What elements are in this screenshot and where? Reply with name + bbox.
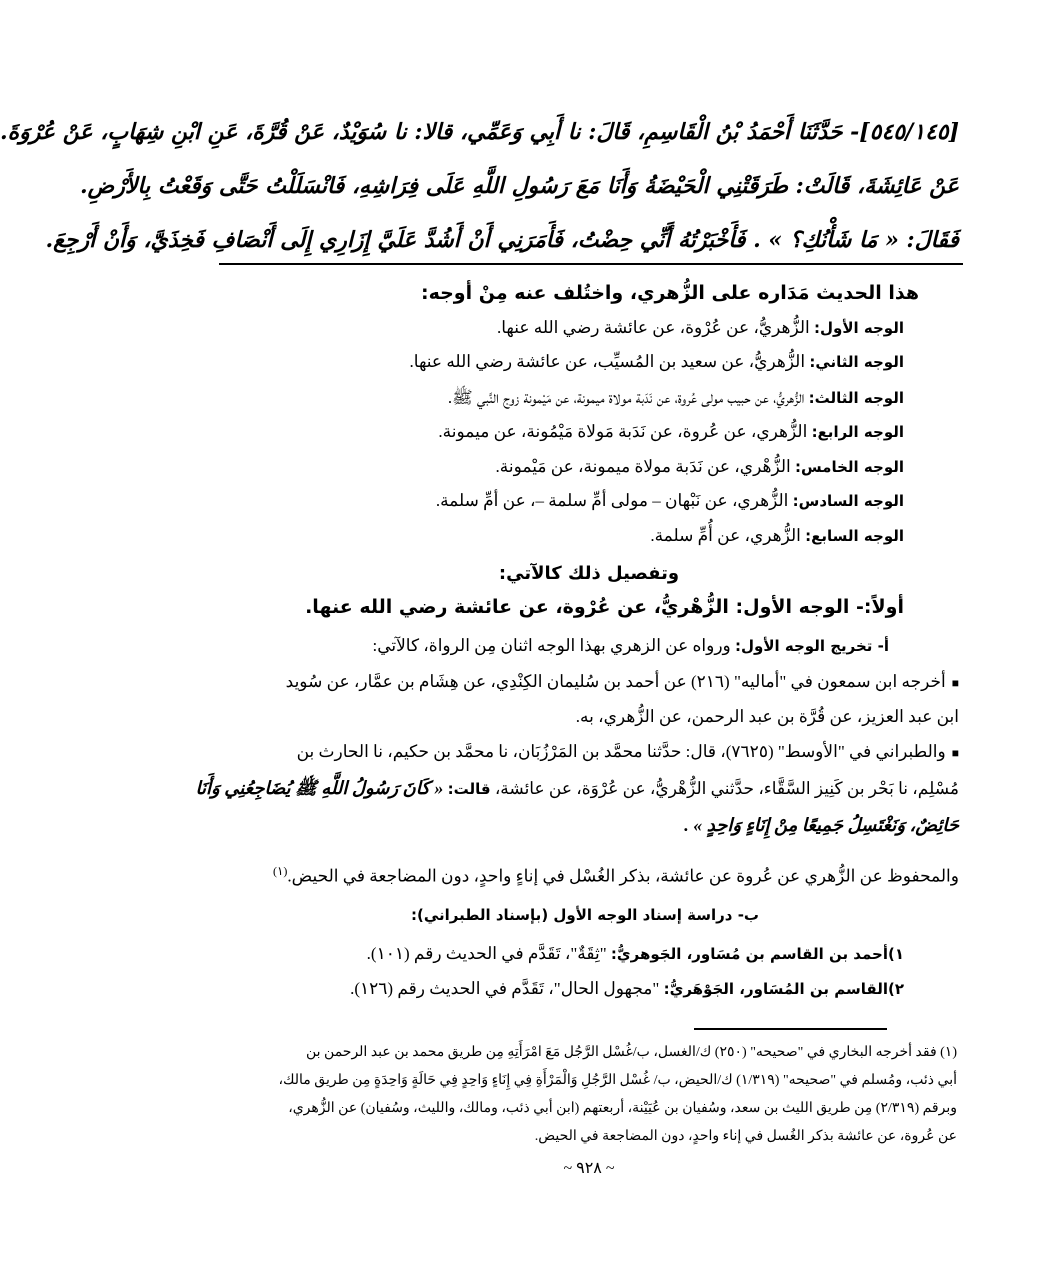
para-1-text: أخرجه ابن سمعون في "أماليه" (٢١٦) عن أحمد بن سُليمان الكِنْدِي، عن هِشَام بن عمَّار، عن سُويد (285, 672, 946, 691)
para-2-line-3 (684, 815, 959, 836)
hadith-line-2: عَنْ عَائِشَةَ، قَالَتْ: طَرَقَتْنِي الْحَيْضَةُ وَأَنَا مَعَ رَسُولِ اللَّهِ عَلَى فِرَاشِهِ، فَانْسَلَلْتُ حَتَّى وَقَعْتُ بِالأَرْضِ. (79, 173, 959, 199)
separator-rule (219, 263, 963, 265)
wajh-text: الزُّهري، عن أُمِّ سلمة. (650, 526, 801, 545)
wajh-1 (497, 318, 904, 338)
section-1-heading: أولاً:- الوجه الأول: الزُّهْريُّ، عن عُرْوة، عن عائشة رضي الله عنها. (305, 596, 904, 618)
narrator-status: "ثِقَةٌ"، تَقَدَّم في الحديث رقم (١٠١). (366, 944, 607, 963)
narrator-1 (367, 944, 904, 964)
wajh-label: الوجه الثالث: (808, 389, 904, 407)
narrator-name: أحمد بن القاسم بن مُسَاور، الجَوهريُّ: (610, 945, 888, 963)
mahfuz-line (273, 864, 959, 887)
wajh-label: الوجه السابع: (805, 527, 904, 545)
wajh-text: الزُّهريُّ، عن سعيد بن المُسيِّب، عن عائشة رضي الله عنها. (409, 352, 806, 371)
footnote-line-1: (١) فقد أخرجه البخاري في "صحيحه" (٢٥٠) ك/الغسل، ب/غُسْل الرَّجُل مَعَ امْرَأَتِهِ مِن طريق محمد بن عبد الرحمن بن (305, 1045, 957, 1060)
wajh-label: الوجه السادس: (792, 492, 904, 510)
narrator-name: القاسم بن المُسَاور، الجَوْهَريُّ: (663, 980, 888, 998)
wajh-4 (438, 422, 904, 442)
wajh-2 (410, 352, 904, 372)
wajh-6 (436, 491, 904, 511)
footnote-ref[interactable]: (١) (272, 864, 288, 878)
mahfuz-text: والمحفوظ عن الزُّهري عن عُروة عن عائشة، بذكر الغُسْل في إناءٍ واحدٍ، دون المضاجعة في الحيض. (287, 866, 959, 886)
wajh-label: الوجه الأول: (814, 319, 904, 337)
para-2-line-2 (196, 777, 959, 803)
footnote-line-3: وبرقم (٢/٣١٩) مِن طريق الليث بن سعد، وسُفيان بن عُيَيْنة، أربعتهم (ابن أبي ذئب، ومالك، والليث، وسُفيان) عن الزُّهري، (288, 1101, 957, 1116)
wajh-text: الزُّهري، عن عُروة، عن نَدَبة مَولاة مَيْمُونة، عن ميمونة. (438, 422, 808, 441)
footnote-line-2: أبي ذئب، ومُسلم في "صحيحه" (١/٣١٩) ك/الحيض، ب/ غُسْل الرَّجُلِ وَالْمَرْأَةِ فِي إِنَاءٍ وَاحِدٍ فِي حَالَةٍ وَاحِدَةٍ مِن طريق مالك، (278, 1073, 957, 1088)
hadith-line-1: [٥٤٥/١٤٥]- حَدَّثَنَا أَحْمَدُ بْنُ الْقَاسِمِ، قَالَ: نا أَبِي وَعَمِّي، قالا: نا سُوَيْدٌ، عَنْ قُرَّةَ، عَنِ ابْنِ شِهَابٍ، عَنْ عُرْوَةَ. (0, 119, 959, 145)
narrator-status: "مجهول الحال"، تَقَدَّم في الحديث رقم (١٢٦). (350, 979, 660, 998)
page-number: ~ ٩٢٨ ~ (563, 1160, 615, 1177)
narrator-number: ٢) (887, 980, 904, 998)
para-2-plain: مُسْلِم، نا بَحْر بن كَنِيز السَّقَّاء، حدَّثني الزُّهْريُّ، عن عُرْوَة، عن عائشة، (494, 779, 959, 798)
para-1-line-2: ابن عبد العزيز، عن قُرَّة بن عبد الرحمن، عن الزُّهري، به. (575, 707, 959, 726)
bullet-icon: ■ (951, 746, 959, 760)
footnote-separator (694, 1028, 887, 1030)
wajh-text: الزُّهري، عن نَبْهان – مولى أمِّ سلمة –، عن أمِّ سلمة. (435, 491, 789, 510)
para-2-text: والطبراني في "الأوسط" (٧٦٢٥)، قال: حدَّثنا محمَّد بن المَرْزُبَان، نا محمَّد بن حكيم، نا الحارث بن (296, 742, 946, 761)
narrator-number: ١) (887, 945, 904, 963)
footnote-line-4: عن عُروة، عن عائشة بذكر الغُسل في إناء واحدٍ، دون المضاجعة في الحيض. (534, 1129, 957, 1144)
study-heading: ب- دراسة إسناد الوجه الأول (بإسناد الطبراني): (410, 906, 759, 924)
wajh-label: الوجه الرابع: (811, 423, 904, 441)
intro-heading: هذا الحديث مَدَاره على الزُّهري، واختُلف عنه مِنْ أوجه: (420, 282, 919, 304)
wajh-text: الزُّهريُّ، عن عُرْوة، عن عائشة رضي الله عنها. (496, 318, 810, 337)
narrator-2 (350, 979, 904, 999)
details-heading: وتفصيل ذلك كالآتي: (498, 563, 680, 584)
wajh-7 (650, 526, 904, 546)
wajh-label: الوجه الثاني: (809, 353, 904, 371)
para-2-quote-end: حَائِضٌ، وَنَغْتَسِلُ جَمِيعًا مِنْ إِنَاءٍ وَاحِدٍ » . (684, 815, 959, 835)
para-2-line-1 (297, 742, 959, 762)
takhrij-text: ورواه عن الزهري بهذا الوجه اثنان مِن الرواة، كالآتي: (372, 636, 731, 655)
takhrij-label: أ- تخريج الوجه الأول: (735, 637, 889, 655)
wajh-text: الزُّهريُّ، عن حبيب مولى عُروة، عن نَدَبة مولاة ميمونة، عن مَيْمونة زوج النَّبي ﷺ. (447, 388, 805, 407)
bullet-icon: ■ (951, 676, 959, 690)
hadith-line-3: فَقَالَ: « مَا شَأْنُكِ؟ » . فَأَخْبَرْتُهُ أَنِّي حِضْتُ، فَأَمَرَنِي أَنْ أَشُدَّ عَلَيَّ إِزَارِي إِلَى أَنْصَافِ فَخِذَيَّ، وَأَنْ أَرْجِعَ. (45, 227, 959, 253)
wajh-label: الوجه الخامس: (794, 458, 904, 476)
para-1-line-1 (286, 672, 959, 692)
takhrij-line (372, 636, 889, 656)
wajh-5 (496, 457, 904, 477)
wajh-text: الزُّهْري، عن نَدَبة مولاة ميمونة، عن مَيْمونة. (495, 457, 791, 476)
wajh-3 (448, 387, 904, 412)
para-2-quote-start: « كَانَ رَسُولُ اللَّهِ ﷺ يُضَاجِعُنِي وَأَنَا (195, 778, 444, 798)
para-2-said-label: قالت: (447, 780, 491, 798)
